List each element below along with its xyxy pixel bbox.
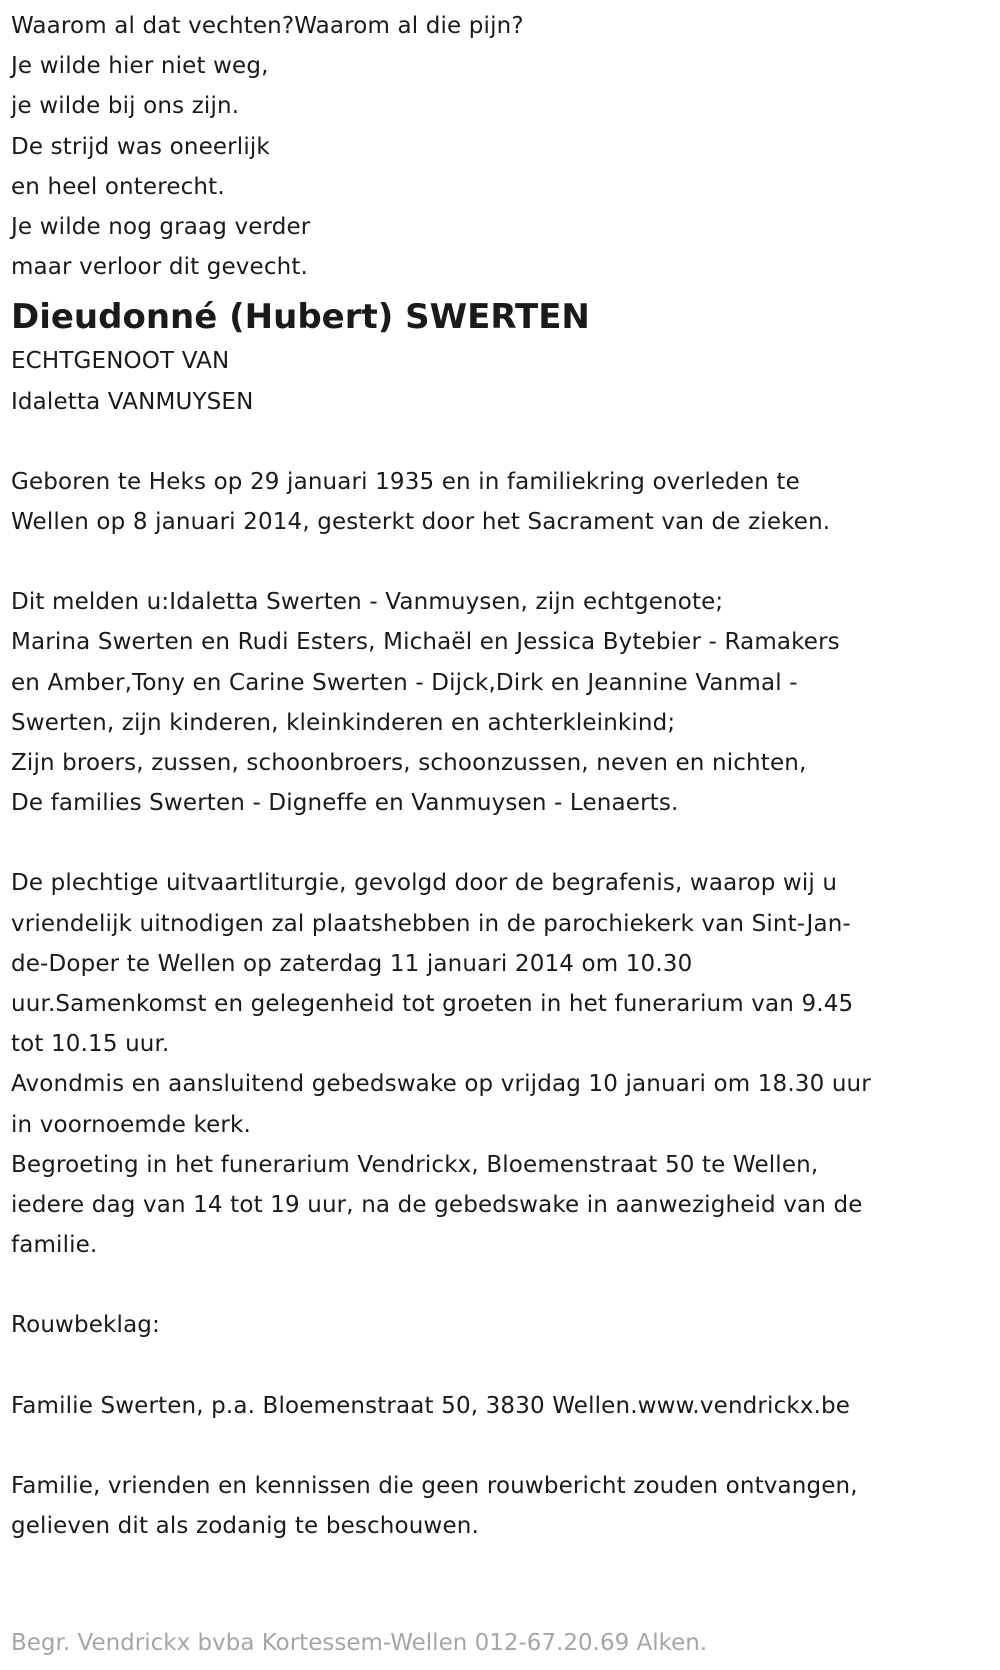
spacer [11, 823, 989, 863]
closing-paragraph [11, 1466, 989, 1546]
paragraph-line: en Amber,Tony en Carine Swerten - Dijck,Dirk en Jeannine Vanmal - [11, 669, 798, 696]
spacer [11, 422, 989, 462]
poem-line: Je wilde hier niet weg, [11, 53, 269, 80]
paragraph-line: Zijn broers, zussen, schoonbroers, schoonzussen, neven en nichten, [11, 750, 807, 777]
paragraph-line: Familie, vrienden en kennissen die geen rouwbericht zouden ontvangen, [11, 1472, 858, 1499]
poem-line: De strijd was oneerlijk [11, 133, 270, 160]
ceremony-paragraph [11, 863, 989, 1265]
birth-death-paragraph [11, 462, 989, 542]
paragraph-line: iedere dag van 14 tot 19 uur, na de gebedswake in aanwezigheid van de [11, 1192, 863, 1219]
paragraph-line: uur.Samenkomst en gelegenheid tot groeten in het funerarium van 9.45 [11, 991, 854, 1018]
poem-line: en heel onterecht. [11, 173, 225, 200]
paragraph-line: gelieven dit als zodanig te beschouwen. [11, 1513, 479, 1540]
spacer [11, 1265, 989, 1305]
poem-line: je wilde bij ons zijn. [11, 93, 240, 120]
paragraph-line: Dit melden u:Idaletta Swerten - Vanmuysen, zijn echtgenote; [11, 589, 724, 616]
paragraph-line: De families Swerten - Digneffe en Vanmuysen - Lenaerts. [11, 790, 679, 817]
announcers-paragraph [11, 582, 989, 823]
condolence-address: Familie Swerten, p.a. Bloemenstraat 50, 3830 Wellen.www.vendrickx.be [11, 1392, 851, 1419]
spacer [11, 542, 989, 582]
paragraph-line: Avondmis en aansluitend gebedswake op vrijdag 10 januari om 18.30 uur [11, 1071, 871, 1098]
undertaker-footer: Begr. Vendrickx bvba Kortessem-Wellen 012-67.20.69 Alken. [11, 1630, 708, 1656]
spacer [11, 1346, 989, 1386]
paragraph-line: Marina Swerten en Rudi Esters, Michaël en Jessica Bytebier - Ramakers [11, 629, 840, 656]
paragraph-line: de-Doper te Wellen op zaterdag 11 januari 2014 om 10.30 [11, 950, 693, 977]
paragraph-line: Swerten, zijn kinderen, kleinkinderen en achterkleinkind; [11, 709, 676, 736]
paragraph-line: tot 10.15 uur. [11, 1031, 170, 1058]
poem-line: maar verloor dit gevecht. [11, 254, 309, 281]
paragraph-line: vriendelijk uitnodigen zal plaatshebben in de parochiekerk van Sint-Jan- [11, 910, 851, 937]
poem-line: Je wilde nog graag verder [11, 214, 311, 241]
paragraph-line: Begroeting in het funerarium Vendrickx, Bloemenstraat 50 te Wellen, [11, 1151, 819, 1178]
deceased-block [11, 295, 989, 421]
paragraph-line: Wellen op 8 januari 2014, gesterkt door het Sacrament van de zieken. [11, 509, 831, 536]
condolence-label: Rouwbeklag: [11, 1312, 160, 1339]
poem [11, 6, 989, 287]
deceased-name: Dieudonné (Hubert) SWERTEN [11, 297, 590, 338]
paragraph-line: Geboren te Heks op 29 januari 1935 en in familiekring overleden te [11, 468, 800, 495]
poem-line: Waarom al dat vechten?Waarom al die pijn? [11, 13, 524, 39]
paragraph-line: familie. [11, 1232, 98, 1259]
paragraph-line: in voornoemde kerk. [11, 1111, 251, 1138]
relation-label: ECHTGENOOT VAN [11, 348, 230, 375]
spacer [11, 1426, 989, 1466]
paragraph-line: De plechtige uitvaartliturgie, gevolgd door de begrafenis, waarop wij u [11, 870, 838, 897]
spouse-name: Idaletta VANMUYSEN [11, 388, 254, 415]
